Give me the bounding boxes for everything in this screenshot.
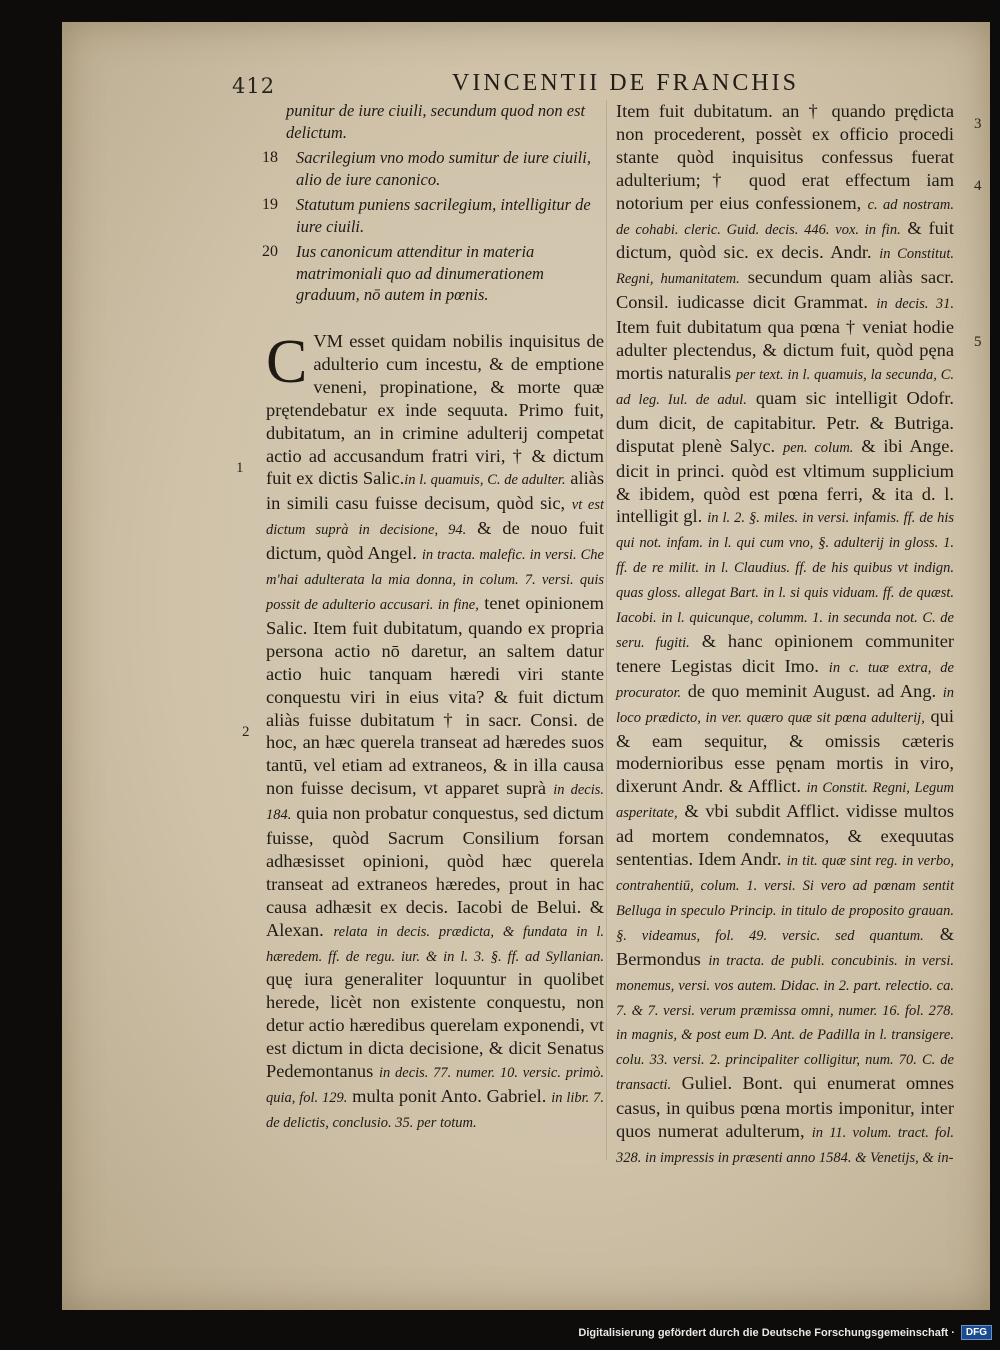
margin-note-number: 1	[236, 460, 244, 476]
citation-text: in decis. 31.	[876, 296, 954, 313]
body-text: quia non probatur conquestus, sed dictum fuisse, quòd Sacrum Consilium forsan adhæsisset opinioni, quòd hæc querela transeat ad extraneos hæredes, prout in hac causa adhæsit ex decis. Iacobi de Belui. & Alexan.	[266, 803, 604, 940]
citation-text: vt est dictum suprà in decisione, 94.	[266, 497, 604, 539]
summary-text: Sacrilegium vno modo sumitur de iure ciuili, alio de iure canonico.	[296, 148, 591, 189]
citation-text: in decis. 77. numer. 10. versic. primò. quia, fol. 129.	[266, 1065, 604, 1106]
body-text: secundum quam aliàs sacr. Consil. iudicasse dicit Grammat.	[616, 267, 954, 313]
page-number: 412	[232, 74, 276, 98]
body-text: & fuit dictum, quòd sic. ex decis. Andr.	[616, 217, 954, 263]
margin-note-number: 5	[974, 334, 982, 350]
margin-note-number: 2	[242, 724, 250, 740]
summary-number: 20	[262, 243, 278, 260]
citation-text: in decis. 184.	[266, 782, 605, 824]
citation-text: in l. quamuis, C. de adulter.	[404, 472, 566, 489]
citation-text: in tracta. malefic. in versi. Che m'hai adulterata la mia donna, in colum. 7. versi. quis possit de adulterio accusari. in fine,	[266, 547, 604, 613]
body-text: aliàs in simili casu fuisse decisum, quòd sic,	[266, 468, 604, 514]
left-column-body	[266, 330, 604, 1135]
body-text: Item fuit dubitatum qua pœna † veniat hodie adulter plectendus, & dictum fuit, quòd pęna mortis naturalis	[616, 317, 954, 383]
column-gutter	[606, 100, 607, 1160]
drop-cap: C	[266, 328, 308, 396]
body-text: Guliel. Bont. qui enumerat omnes casus, in quibus pœna mortis imponitur, inter quos numerat adulterum,	[616, 1073, 954, 1142]
footer-credit: Digitalisierung gefördert durch die Deutsche Forschungsgemeinschaft ·	[578, 1326, 955, 1339]
citation-text: in tracta. de publi. concubinis. in versi. monemus, versi. vos autem. Didac. in 2. part. relectio. ca. 7. & 7. versi. verum præmissa omni, numer. 16. fol. 278. in magnis, & post eum D. Ant. de Padilla in l. transigere. colu. 33. versi. 2. principaliter colligitur, num. 70. C. de transacti.	[616, 952, 954, 1094]
summary-item-19	[262, 194, 598, 237]
margin-note-number: 3	[974, 116, 982, 132]
citation-text: c. ad nostram. de cohabi. cleric. Guid. decis. 446. vox. in fin.	[616, 196, 954, 238]
body-text: quę iura generaliter loquuntur in quolibet herede, licèt non existente conquestu, non detur actio hæredibus querelam exponendi, vt est dictum in dicta decisione, & dicit Senatus Pedemontanus	[266, 969, 604, 1082]
body-text: Item fuit dubitatum. an † quando prędicta non procederent, possèt ex officio procedi stante quòd inquisitus confessus fuerat adulterium;† quod erat effectum iam notorium per eius confessionem,	[616, 101, 954, 213]
left-column-text	[266, 330, 604, 1135]
citation-text: in c. tuæ extra, de procurator.	[616, 659, 954, 701]
summary-text: Ius canonicum attenditur in materia matrimoniali quo ad dinumerationem graduum, nō autem in pœnis.	[296, 242, 544, 304]
body-text: quam sic intelligit Odofr. dum dicit, de capitabitur. Petr. & Butriga. disputat plenè Salyc.	[616, 387, 954, 456]
summary-text: punitur de iure ciuili, secundum quod non est delictum.	[286, 101, 586, 142]
summary-number: 19	[262, 196, 278, 213]
body-text: qui & eam sequitur, & omissis cæteris modernioribus esse pęnam mortis in viro, dixerunt Andr. & Afflict.	[616, 705, 954, 797]
body-text: & Bermondus	[616, 923, 954, 969]
summary-block	[262, 100, 598, 310]
right-column-text	[616, 100, 954, 1170]
citation-text: pen. colum.	[782, 439, 854, 456]
summary-number: 18	[262, 149, 278, 166]
citation-text: in tit. quæ sint reg. in verbo, contrahentiū, colum. 1. versi. Si vero ad pœnam sentit Belluga in speculo Princip. in titulo de proposito grauan. §. videamus, fol. 49. versic. sed quantum.	[616, 853, 954, 944]
body-text: tenet opinionem Salic. Item fuit dubitatum, quando ex propria persona actio nō daretur, an saltem datur actio huic tanquam hæredi viri stante conquestu viri in eius vita? & fuit dictum aliàs fuisse dubitatum † in sacr. Consi. de hoc, an hæc querela transeat ad hæredes suos tantū, vel etiam ad extraneos, & in illa causa non fuisse decisum, vt apparet suprà	[266, 592, 604, 799]
summary-item-20	[262, 241, 598, 306]
citation-text: in libr. 7. de delictis, conclusio. 35. per totum.	[266, 1090, 604, 1131]
citation-text: per text. in l. quamuis, la secunda, C. ad leg. Iul. de adul.	[616, 366, 954, 408]
running-head: VINCENTII DE FRANCHIS	[452, 70, 799, 96]
citation-text: in Constitut. Regni, humanitatem.	[616, 246, 954, 288]
margin-note-number: 4	[974, 178, 982, 194]
summary-item-18	[262, 147, 598, 190]
body-text: multa ponit Anto. Gabriel.	[347, 1086, 552, 1106]
body-text: & vbi subdit Afflict. vidisse multos ad mortem condemnatos, & exequutas sententias. Idem Andr.	[616, 801, 954, 870]
digitization-footer	[578, 1325, 992, 1340]
citation-text: relata in decis. prædicta, & fundata in l. hæredem. ff. de regu. iur. & in l. 3. §. ff. ad Syllanian.	[266, 923, 604, 965]
body-text: & ibi Ange. dicit in princi. quòd est vltimum supplicium & ibidem, quòd est pœna ferri, & ita d. l. intelligit gl.	[616, 435, 954, 527]
citation-text: in l. 2. §. miles. in versi. infamis. ff. de his qui not. infam. in l. qui cum vno, §. adulterij in gloss. 1. ff. de re milit. in l. Claudius. ff. de his quibus vt indign. quas gloss. allegat Bart. in l. si quis viduam. ff. de quæst. Iacobi. in l. quicunque, columm. 1. in secunda not. C. de seru. fugiti.	[616, 510, 954, 651]
dfg-logo-icon: DFG	[961, 1325, 992, 1340]
right-column-body	[616, 100, 954, 1170]
summary-item-continued	[262, 100, 598, 143]
body-text: VM esset quidam nobilis inquisitus de adulterio cum incestu, & de emptione veneni, propinatione, & morte quæ prętendebatur ex inde sequuta. Primo fuit, dubitatum, an in crimine adulterij competat actio ad accusandum fratri viri, † & dictum fuit ex dictis Salic.	[266, 331, 604, 489]
body-text: & hanc opinionem communiter tenere Legistas dicit Imo.	[616, 630, 954, 676]
body-text: de quo meminit August. ad Ang.	[681, 680, 943, 701]
summary-text: Statutum puniens sacrilegium, intelligitur de iure ciuili.	[296, 195, 591, 236]
citation-text: in loco prædicto, in ver. quæro quæ sit pœna adulterij,	[616, 684, 954, 726]
citation-text: in 11. volum. tract. fol. 328. in impressis in præsenti anno 1584. & Venetijs, & in-	[616, 1125, 954, 1166]
citation-text: in Constit. Regni, Legum asperitate,	[616, 780, 954, 822]
body-text: & de nouo fuit dictum, quòd Angel.	[266, 518, 604, 564]
